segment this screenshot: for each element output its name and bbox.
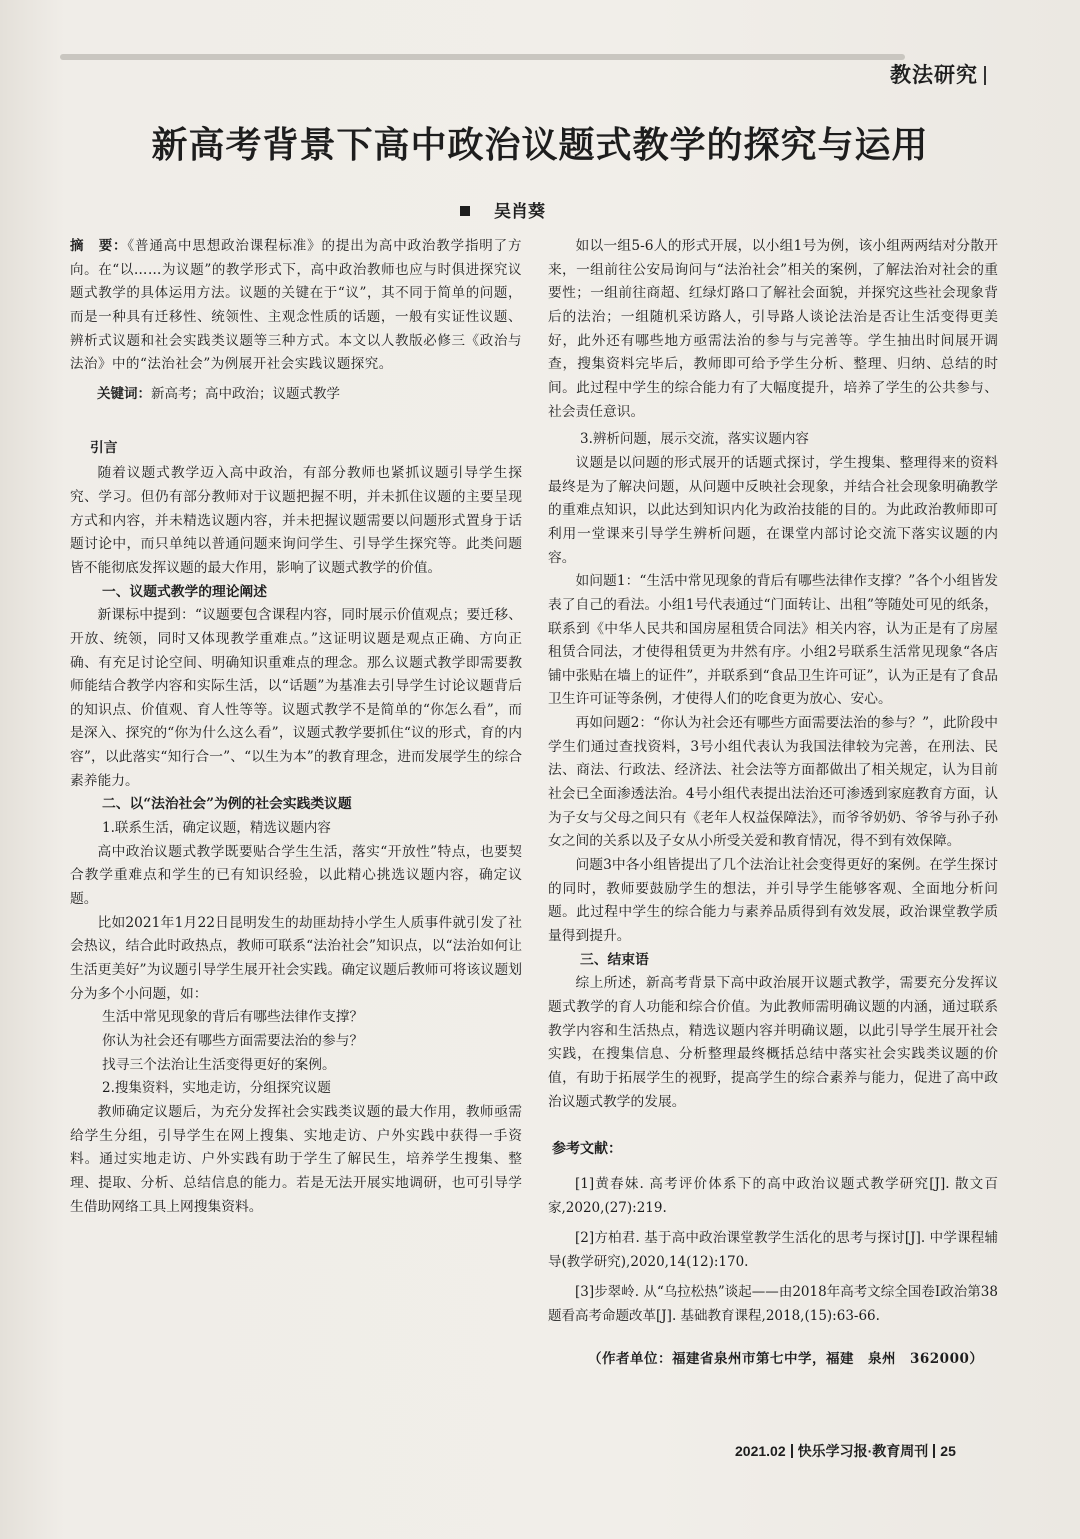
subsection-2-heading: 2.搜集资料，实地走访，分组探究议题: [102, 1080, 331, 1097]
left-column: [70, 235, 522, 1219]
article-title: 新高考背景下高中政治议题式教学的探究与运用: [151, 124, 929, 166]
page-number: 25: [940, 1443, 956, 1459]
question-2: 你认为社会还有哪些方面需要法治的参与？: [102, 1033, 364, 1049]
intro-heading: 引言: [90, 439, 118, 456]
abstract: [70, 235, 522, 377]
section-2-paragraph-5: 议题是以问题的形式展开的话题式探讨，学生搜集、整理得来的资料最终是为了解决问题，从问题中反映社会现象，并结合社会现象明确教学的重难点知识，以此达到知识内化为政治技能的目的。为此政治教师即可利用一堂课来引导学生辨析问题，在课堂内部讨论交流下落实议题的内容。: [548, 454, 998, 566]
author-name: 吴肖葵: [494, 202, 545, 222]
keywords-text: 新高考；高中政治；议题式教学: [151, 385, 340, 402]
footer-separator: [933, 1444, 935, 1458]
section-2-paragraph-8: 问题3中各小组皆提出了几个法治让社会变得更好的案例。在学生探讨的同时，教师要鼓励学生的想法，并引导学生能够客观、全面地分析问题。此过程中学生的综合能力与素养品质得到有效发展，政治课堂教学质量得到提升。: [548, 857, 998, 945]
section-3-heading: 三、结束语: [580, 951, 649, 968]
question-1: 生活中常见现象的背后有哪些法律作支撑？: [102, 1009, 364, 1026]
subsection-1-heading: 1.联系生活，确定议题，精选议题内容: [102, 820, 331, 837]
reference-item: [2]方柏君. 基于高中政治课堂教学生活化的思考与探讨[J]. 中学课程辅导(教学研究),2020,14(12):170.: [548, 1229, 998, 1270]
square-bullet-icon: [460, 206, 470, 216]
reference-item: [1]黄春妹. 高考评价体系下的高中政治议题式教学研究[J]. 散文百家,2020,(27):219.: [548, 1175, 998, 1216]
top-rule: [60, 54, 905, 60]
keywords: [70, 383, 522, 407]
footer-separator: [791, 1444, 793, 1458]
references-heading: 参考文献：: [552, 1141, 622, 1158]
subsection-3-heading: 3.辨析问题，展示交流，落实议题内容: [580, 431, 809, 448]
author-line: [460, 197, 545, 222]
section-1-paragraph: 新课标中提到：“议题要包含课程内容，同时展示价值观点；要迁移、开放、统领，同时又体现教学重难点。”这证明议题是观点正确、方向正确、有充足讨论空间、明确知识重难点的理念。那么议题式教学即需要教师能结合教学内容和实际生活，以“话题”为基准去引导学生讨论议题背后的知识点、价值观、育人性等等。议题式教学不是简单的“你怎么看”，而是深入、探究的“你为什么这么看”，议题式教学要抓住“议的形式，育的内容”，以此落实“知行合一”、“以生为本”的教育理念，进而发展学生的综合素养能力。: [70, 607, 522, 789]
keywords-label: 关键词：: [97, 385, 151, 402]
section-2-paragraph-1: 高中政治议题式教学既要贴合学生生活，落实“开放性”特点，也要契合教学重难点和学生的已有知识经验，以此精心挑选议题内容，确定议题。: [70, 843, 522, 908]
section-2-heading: 二、以“法治社会”为例的社会实践类议题: [102, 796, 352, 813]
abstract-label: 摘 要：: [70, 238, 128, 254]
author-affiliation: （作者单位：福建省泉州市第七中学，福建 泉州 362000）: [588, 1350, 984, 1367]
section-2-paragraph-7: 再如问题2：“你认为社会还有哪些方面需要法治的参与？”，此阶段中学生们通过查找资料，3号小组代表认为我国法律较为完善，在刑法、民法、商法、行政法、经济法、社会法等方面都做出了相关规定，认为目前社会已全面渗透法治。4号小组代表提出法治还可渗透到家庭教育方面，认为子女与父母之间只有《老年人权益保障法》，而爷爷奶奶、爷爷与孙子孙女之间的关系以及子女从小所受关爱和教育情况，得不到有效保障。: [548, 715, 998, 850]
intro-paragraph: 随着议题式教学迈入高中政治，有部分教师也紧抓议题引导学生探究、学习。但仍有部分教师对于议题把握不明，并未抓住议题的主要呈现方式和内容，并未精选议题内容，并未把握议题需要以问题形式置身于话题讨论中，而只单纯以普通问题来询问学生、引导学生探究等。此类问题皆不能彻底发挥议题的最大作用，影响了议题式教学的价值。: [70, 465, 522, 576]
journal-name: 快乐学习报·教育周刊: [797, 1443, 929, 1459]
right-column-top: [548, 235, 998, 424]
issue-date: 2021.02: [735, 1443, 786, 1459]
section-label: 教法研究: [890, 62, 978, 87]
section-2-paragraph-6: 如问题1：“生活中常见现象的背后有哪些法律作支撑？”各个小组皆发表了自己的看法。小组1号代表通过“门面转让、出租”等随处可见的纸条，联系到《中华人民共和国房屋租赁合同法》相关内容，认为正是有了房屋租赁合同法，才使得租赁更为井然有序。小组2号联系生活常见现象“各店铺中张贴在墙上的证件”，并联系到“食品卫生许可证”，认为正是有了食品卫生许可证等条例，才使得人们的吃食更为放心、安心。: [548, 573, 998, 708]
question-3: 找寻三个法治让生活变得更好的案例。: [102, 1056, 336, 1073]
section-3-paragraph: 综上所述，新高考背景下高中政治展开议题式教学，需要充分发挥议题式教学的育人功能和综合价值。为此教师需明确议题的内涵，通过联系教学内容和生活热点，精选议题内容并明确议题，以此引导学生展开社会实践，在搜集信息、分析整理最终概括总结中落实社会实践类议题的价值，有助于拓展学生的视野，提高学生的综合素养与能力，促进了高中政治议题式教学的发展。: [548, 975, 998, 1110]
section-2-paragraph-3: 教师确定议题后，为充分发挥社会实践类议题的最大作用，教师亟需给学生分组，引导学生在网上搜集、实地走访、户外实践中获得一手资料。通过实地走访、户外实践有助于学生了解民生，培养学生搜集、整理、提取、分析、总结信息的能力。若是无法开展实地调研，也可引导学生借助网络工具上网搜集资料。: [70, 1103, 522, 1215]
section-bar: [984, 66, 986, 85]
right-column-body: [548, 428, 998, 1371]
section-tag: [890, 59, 986, 89]
section-2-paragraph-2: 比如2021年1月22日昆明发生的劫匪劫持小学生人质事件就引发了社会热议，结合此时政热点，教师可联系“法治社会”知识点，以“法治如何让生活更美好”为议题引导学生展开社会实践。确定议题后教师可将该议题划分为多个小问题，如：: [70, 914, 522, 1002]
reference-item: [3]步翠岭. 从“乌拉松热”谈起——由2018年高考文综全国卷Ⅰ政治第38题看高考命题改革[J]. 基础教育课程,2018,(15):63-66.: [548, 1283, 998, 1324]
abstract-text: 《普通高中思想政治课程标准》的提出为高中政治教学指明了方向。在“以……为议题”的教学形式下，高中政治教师也应与时俱进探究议题式教学的具体运用方法。议题的关键在于“议”，其不同于简单的问题，而是一种具有迁移性、统领性、主观念性质的话题，一般有实证性议题、辨析式议题和社会实践类议题等三种方式。本文以人教版必修三《政治与法治》中的“法治社会”为例展开社会实践议题探究。: [70, 238, 523, 373]
page-footer: [735, 1441, 956, 1461]
section-2-paragraph-4: 如以一组5-6人的形式开展，以小组1号为例，该小组两两结对分散开来，一组前往公安局询问与“法治社会”相关的案例，了解法治对社会的重要性；一组前往商超、红绿灯路口了解社会面貌，并探究这些社会现象背后的法治；一组随机采访路人，引导路人谈论法治是否让生活变得更美好，此外还有哪些地方亟需法治的参与与完善等。学生抽出时间展开调查，搜集资料完毕后，教师即可给予学生分析、整理、归纳、总结的时间。此过程中学生的综合能力有了大幅度提升，培养了学生的公共参与、社会责任意识。: [548, 238, 998, 420]
section-1-heading: 一、议题式教学的理论阐述: [102, 583, 268, 600]
